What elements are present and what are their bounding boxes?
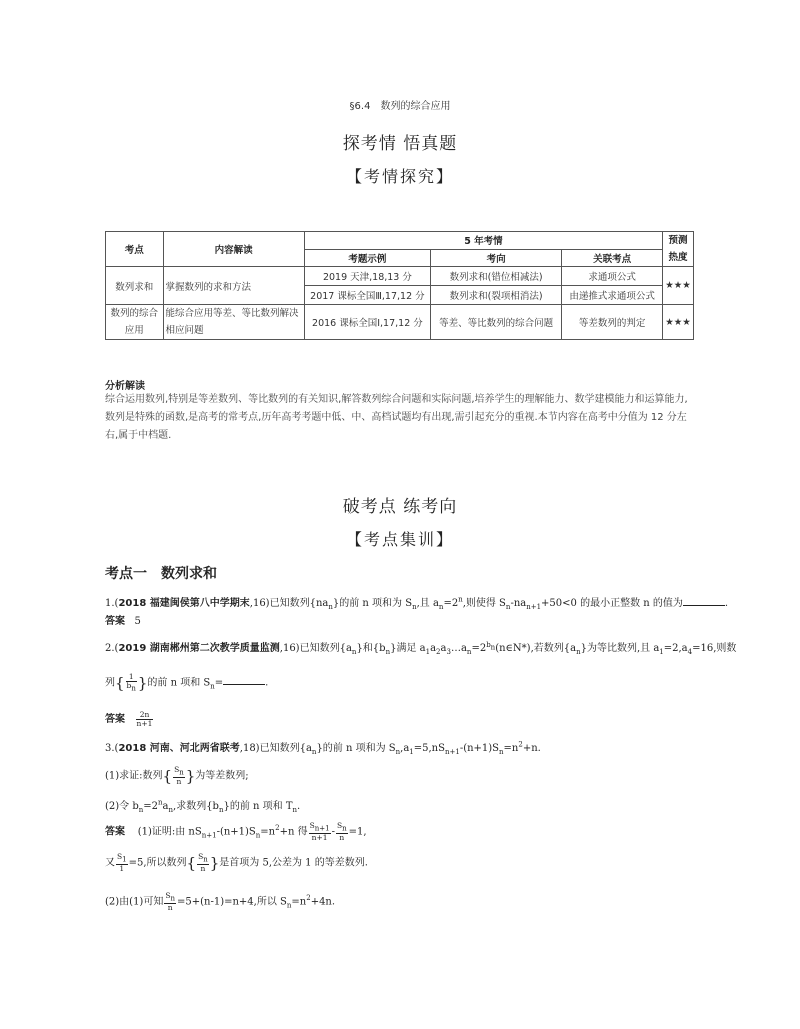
th-guanlian: 关联考点: [562, 249, 663, 267]
q3-part1-fraction: $\frac{S_n}{n}$: [174, 765, 184, 786]
r2-guanlian: 等差数列的判定: [562, 305, 663, 340]
r1a-shili: 2019 天津,18,13 分: [304, 267, 430, 286]
r2-shili: 2016 课标全国Ⅰ,17,12 分: [304, 305, 430, 340]
r1a-kaoxiang: 数列求和(错位相减法): [430, 267, 561, 286]
th-kaoxiang: 考向: [430, 249, 561, 267]
th-5nian: 5 年考情: [304, 232, 662, 250]
r1a-guanlian: 求通项公式: [562, 267, 663, 286]
q3-source: 2018 河南、河北两省联考: [118, 743, 240, 754]
exam-table: [105, 231, 694, 340]
r1b-kaoxiang: 数列求和(裂项相消法): [430, 286, 561, 305]
q3-answer-fraction-1: $\frac{S_{n+1}}{n+1}$: [309, 821, 330, 842]
q2-source: 2019 湖南郴州第二次教学质量监测: [118, 643, 280, 654]
r1-neirong: 掌握数列的求和方法: [163, 267, 304, 305]
part2-title: 破考点 练考向: [342, 497, 458, 517]
th-kaodian: 考点: [106, 232, 164, 267]
q1-answer-value: 5: [134, 616, 141, 627]
q3-answer-fraction-5: $\frac{S_n}{n}$: [165, 891, 175, 912]
q2-answer-label: 答案: [105, 714, 125, 725]
q1-answer-blank: [683, 604, 725, 606]
th-shili: 考题示例: [304, 249, 430, 267]
page-title: 探考情 悟真题: [342, 134, 458, 154]
q3-answer-3: (2)由(1)可知 $\frac{S_n}{n}$ =5+(n-1)=n+4,所以 $S_n=n^2+4n$.: [105, 891, 336, 912]
q2-answer: [105, 710, 154, 728]
r1b-guanlian: 由递推式求通项公式: [562, 286, 663, 305]
th-yuce: 预测热度: [663, 232, 694, 267]
q3-part2: (2)令 $b_n=2^na_n$,求数列$\{b_n\}$的前 n 项和 $T_n$.: [105, 798, 301, 814]
q1-answer: [105, 612, 141, 627]
q3-part1: (1)求证:数列{ $\frac{S_n}{n}$ }为等差数列;: [105, 765, 249, 786]
q2-fraction: $\frac{1}{b_n}$: [126, 672, 136, 693]
q3-answer-fraction-3: $\frac{S_1}{1}$: [117, 852, 127, 873]
analysis-heading: 分析解读: [105, 381, 145, 392]
r1b-shili: 2017 课标全国Ⅲ,17,12 分: [304, 286, 430, 305]
q3-stem: 3.(2018 河南、河北两省联考,18)已知数列$\{a_n\}$的前 n 项和为 $S_n,a_1=5,nS_{n+1}-(n+1)S_n=n^2+n$.: [105, 740, 541, 756]
r2-kaodian: 数列的综合应用: [106, 305, 164, 340]
page-subtitle: 【考情探究】: [345, 167, 454, 186]
q3-answer-fraction-4: $\frac{S_n}{n}$: [198, 852, 208, 873]
th-neirong: 内容解读: [163, 232, 304, 267]
section-number: §6.4 数列的综合应用: [349, 101, 451, 112]
r2-re: ★★★: [663, 305, 694, 340]
analysis-text: 综合运用数列,特别是等差数列、等比数列的有关知识,解答数列综合问题和实际问题,培养学生的理解能力、数学建模能力和运算能力,数列是特殊的函数,是高考的常考点,历年高考考题中低、中、高档试题均有出现,需引起充分的重视.本节内容在高考中分值为 12 分左右,属于中档题.: [105, 394, 688, 441]
q3-answer-2: 又 $\frac{S_1}{1}$ =5,所以数列{ $\frac{S_n}{n}$ }是首项为 5,公差为 1 的等差数列.: [105, 852, 368, 873]
r1-re: ★★★: [663, 267, 694, 305]
q3-answer-fraction-2: $\frac{S_n}{n}$: [336, 821, 347, 842]
q2-answer-blank: [223, 683, 265, 685]
q1-stem: 1.(2018 福建闽侯第八中学期末,16)已知数列$\{na_n\}$的前 n 项和为 $S_n$,且 $a_n=2^n$,则使得 $S_n-na_{n+1}+50<0$ 的最小正整数 n 的值为 .: [105, 595, 729, 611]
q1-source: 2018 福建闽侯第八中学期末: [118, 598, 250, 609]
q1-answer-label: 答案: [105, 616, 125, 627]
r2-kaoxiang: 等差、等比数列的综合问题: [430, 305, 561, 340]
r1-kaodian: 数列求和: [106, 267, 164, 305]
q3-answer-label: 答案: [105, 826, 125, 838]
kaodian-heading: 考点一 数列求和: [105, 566, 217, 582]
q2-answer-value: $\frac{2n}{n+1}$: [136, 710, 153, 728]
part2-subtitle: 【考点集训】: [345, 530, 454, 549]
r2-neirong: 能综合应用等差、等比数列解决相应问题: [163, 305, 304, 340]
q3-answer-1: 答案 (1)证明:由 $nS_{n+1}-(n+1)S_n=n^2+n$ 得 $\frac{S_{n+1}}{n+1}$ - $\frac{S_n}{n}$ =1,: [105, 821, 367, 842]
q2-stem-line2: 列{ $\frac{1}{b_n}$ }的前 n 项和 $S_n=$ .: [105, 672, 269, 693]
q2-stem: 2.(2019 湖南郴州第二次教学质量监测,16)已知数列$\{a_n\}$和$\{b_n\}$满足 $a_1a_2a_3\dots a_n=2^{b_n}(n\in N*)$,若数列$\{a_n\}$为等比数列,且 $a_1=2,a_4=16$,则数: [105, 640, 737, 656]
